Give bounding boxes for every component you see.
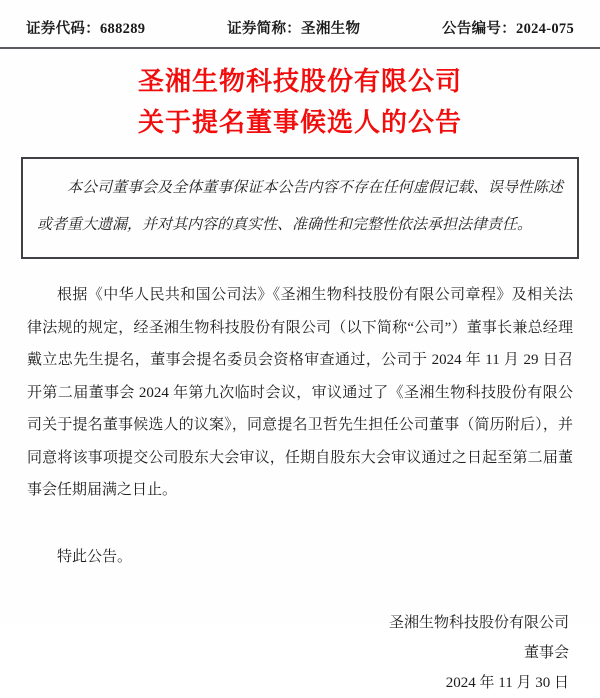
signature-board: 董事会: [523, 644, 569, 661]
disclaimer-box: [21, 157, 579, 259]
stock-name: 证券简称：圣湘生物: [227, 21, 361, 37]
document-title: [0, 61, 600, 143]
signature-date: 2024 年 11 月 30 日: [445, 674, 569, 691]
title-line-subject: 关于提名董事候选人的公告: [137, 108, 462, 137]
closing-line: 特此公告。: [57, 548, 133, 565]
body-paragraph: 根据《中华人民共和国公司法》《圣湘生物科技股份有限公司章程》及相关法律法规的规定，经圣湘生物科技股份有限公司（以下简称“公司”）董事长兼总经理戴立忠先生提名，董事会提名委员会资格审查通过，公司于 2024 年 11 月 29 日召开第二届董事会 2024 年第九次临时会议，审议通过了《圣湘生物科技股份有限公司关于提名董事候选人的议案》，同意提名卫哲先生担任公司董事（简历附后），并同意将该事项提交公司股东大会审议，任期自股东大会审议通过之日起至第二届董事会任期届满之日止。: [27, 287, 573, 498]
header-divider: [0, 47, 600, 49]
signature-company: 圣湘生物科技股份有限公司: [388, 614, 569, 631]
document-body: [0, 279, 600, 566]
disclaimer-text: 本公司董事会及全体董事保证本公告内容不存在任何虚假记载、误导性陈述或者重大遗漏，并对其内容的真实性、准确性和完整性依法承担法律责任。: [37, 180, 563, 233]
signature-block: [0, 608, 600, 698]
document-header: [0, 0, 600, 38]
title-line-company: 圣湘生物科技股份有限公司: [137, 67, 462, 96]
stock-code: 证券代码：688289: [26, 21, 146, 37]
announcement-number: 公告编号：2024-075: [442, 21, 574, 37]
